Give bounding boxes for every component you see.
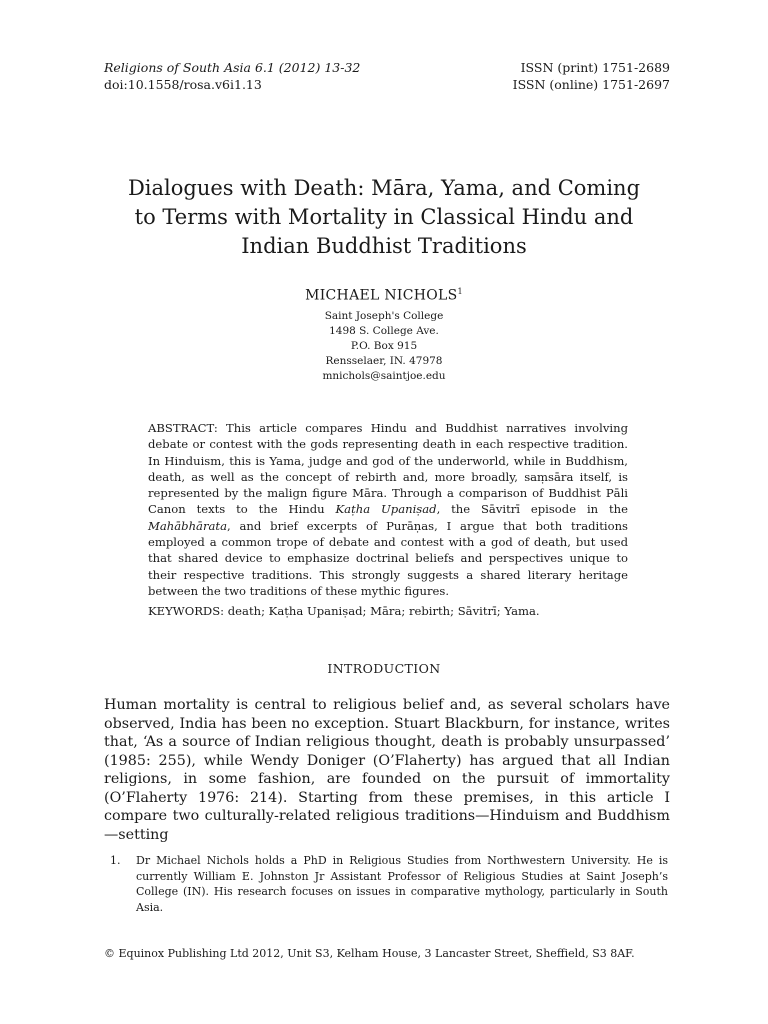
keywords: KEYWORDS: death; Kaṭha Upaniṣad; Māra; rebirth; Sāvitrī; Yama. (148, 604, 540, 618)
introduction-paragraph: Human mortality is central to religious belief and, as several scholars have observed, India has been no exception. Stuart Blackburn, for instance, writes that, ‘As a source of Indian religious thought, death is probably unsurpassed’ (1985: 255), while Wendy Doniger (O’Flaherty) has argued that all Indian religions, in some fashion, are founded on the pursuit of immortality (O’Flaherty 1976: 214). Starting from these premises, in this article I compare two culturally-related religious traditions—Hinduism and Buddhism—setting (104, 697, 670, 843)
affiliation-po-box: P.O. Box 915 (350, 340, 418, 352)
journal-header (104, 59, 360, 93)
abstract-part-2: , the Sāvitrī episode in the (436, 502, 628, 517)
issn-block (513, 59, 670, 93)
author-email: mnichols@saintjoe.edu (322, 370, 446, 382)
footnote-text: Dr Michael Nichols holds a PhD in Religious Studies from Northwestern University. He is currently William E. Johnston Jr Assistant Professor of Religious Studies at Saint Joseph’s College (IN). His research focuses on issues in comparative mythology, particularly in South Asia. (136, 854, 668, 914)
doi: doi:10.1558/rosa.v6i1.13 (104, 77, 262, 92)
article-title (100, 174, 668, 261)
author-text: MICHAEL NICHOLS (305, 287, 458, 304)
issn-online: ISSN (online) 1751-2697 (512, 77, 670, 92)
abstract-part-3: , and brief excerpts of Purāṇas, I argue that both traditions employed a common trope of debate and contest with a god of death, but used that shared device to emphasize doctrinal beliefs and perspectives unique to their respective traditions. This strongly suggests a shared literary heritage between the two traditions of these mythic figures. (148, 518, 628, 598)
footnote (110, 853, 668, 915)
footnote-number: 1. (110, 854, 121, 867)
author-affiliation (100, 309, 668, 384)
section-heading-introduction: INTRODUCTION (327, 661, 441, 676)
title-line-2: to Terms with Mortality in Classical Hindu and (134, 205, 634, 229)
abstract-katha: Kaṭha Upaniṣad (335, 502, 437, 517)
issn-print: ISSN (print) 1751-2689 (520, 60, 670, 75)
affiliation-institution: Saint Joseph's College (324, 310, 444, 322)
abstract (148, 420, 628, 599)
title-line-1: Dialogues with Death: Māra, Yama, and Coming (127, 176, 641, 200)
title-line-3: Indian Buddhist Traditions (241, 234, 527, 258)
journal-citation: Religions of South Asia 6.1 (2012) 13-32 (104, 60, 361, 75)
author-footnote-mark: 1 (457, 287, 463, 296)
copyright-notice: © Equinox Publishing Ltd 2012, Unit S3, Kelham House, 3 Lancaster Street, Sheffield, S3 8AF. (104, 947, 635, 960)
abstract-part-1: ABSTRACT: This article compares Hindu and Buddhist narratives involving debate or contest with the gods representing death in each respective tradition. In Hinduism, this is Yama, judge and god of the underworld, while in Buddhism, death, as well as the concept of rebirth and, more broadly, saṃsāra itself, is represented by the malign figure Māra. Through a comparison of Buddhist Pāli Canon texts to the Hindu (148, 421, 628, 517)
affiliation-street: 1498 S. College Ave. (329, 325, 439, 337)
author-name (100, 287, 668, 304)
affiliation-city: Rensselaer, IN. 47978 (325, 355, 443, 367)
abstract-mahabharata: Mahābhārata (148, 518, 227, 533)
